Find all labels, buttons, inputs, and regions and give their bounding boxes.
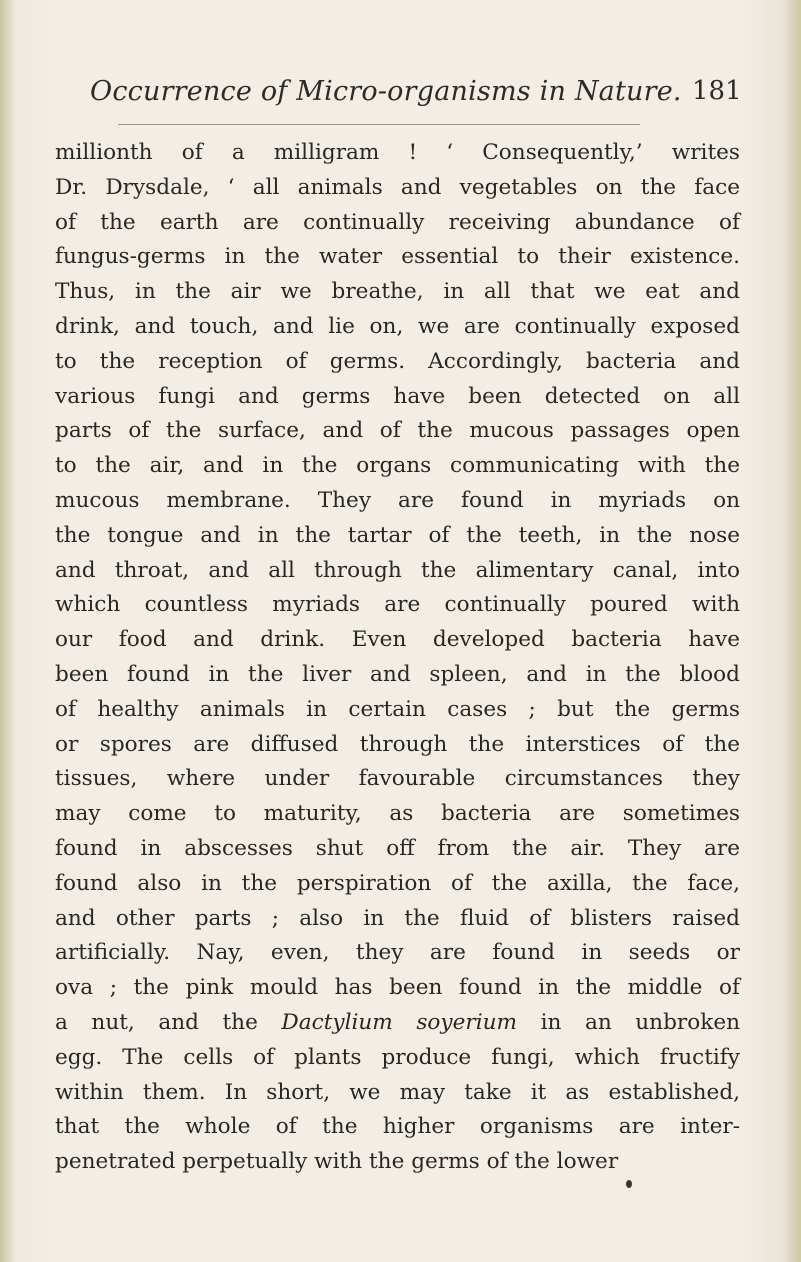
text-line: to the reception of germs. Accordingly, bacteria and — [55, 348, 740, 374]
page-header — [90, 76, 742, 120]
text-line: been found in the liver and spleen, and in the blood — [55, 661, 740, 687]
text-line: millionth of a milligram ! ‘ Consequently,’ writes — [55, 140, 740, 165]
text-line: parts of the surface, and of the mucous passages open — [55, 418, 740, 444]
text-line: or spores are diffused through the interstices of the — [55, 731, 740, 757]
ink-speck — [626, 1180, 632, 1188]
text-line: a nut, and the Dactylium soyerium in an unbroken — [55, 1009, 741, 1035]
text-line: various fungi and germs have been detected on all — [55, 383, 740, 409]
text-line: mucous membrane. They are found in myriads on — [55, 487, 740, 513]
text-line: our food and drink. Even developed bacteria have — [55, 627, 740, 653]
text-line: that the whole of the higher organisms are inter- — [55, 1114, 740, 1140]
text-line: to the air, and in the organs communicating with the — [55, 453, 740, 479]
page-number: 181 — [692, 76, 742, 106]
text-line: egg. The cells of plants produce fungi, which fructify — [55, 1044, 740, 1070]
text-line: Dr. Drysdale, ‘ all animals and vegetables on the face — [55, 174, 740, 200]
page-left-edge — [0, 0, 14, 1262]
text-line: drink, and touch, and lie on, we are continually exposed — [55, 313, 740, 339]
text-line: and throat, and all through the alimentary canal, into — [55, 557, 740, 583]
text-line: the tongue and in the tartar of the teeth, in the nose — [55, 522, 740, 548]
header-rule — [118, 124, 640, 125]
text-line: found also in the perspiration of the axilla, the face, — [55, 870, 740, 896]
text-line: which countless myriads are continually poured with — [55, 592, 740, 618]
text-line: ova ; the pink mould has been found in the middle of — [55, 975, 740, 1001]
text-line: within them. In short, we may take it as established, — [55, 1079, 740, 1105]
species-name: Dactylium soyerium — [281, 1009, 518, 1035]
text-line: of the earth are continually receiving abundance of — [55, 209, 740, 235]
running-title: Occurrence of Micro-organisms in Nature. — [90, 76, 682, 107]
text-line: of healthy animals in certain cases ; but the germs — [55, 696, 740, 722]
text-line: may come to maturity, as bacteria are sometimes — [55, 801, 740, 827]
page-right-edge — [783, 0, 801, 1262]
text-line: Thus, in the air we breathe, in all that we eat and — [55, 279, 740, 305]
text-line: found in abscesses shut off from the air. They are — [55, 835, 740, 861]
text-line: penetrated perpetually with the germs of the lower — [55, 1149, 619, 1175]
text-line: fungus-germs in the water essential to their existence. — [55, 244, 740, 270]
body-text — [55, 136, 740, 1180]
text-line: tissues, where under favourable circumstances they — [55, 766, 740, 792]
text-line: artificially. Nay, even, they are found in seeds or — [55, 940, 740, 966]
text-line: and other parts ; also in the fluid of blisters raised — [55, 905, 740, 931]
